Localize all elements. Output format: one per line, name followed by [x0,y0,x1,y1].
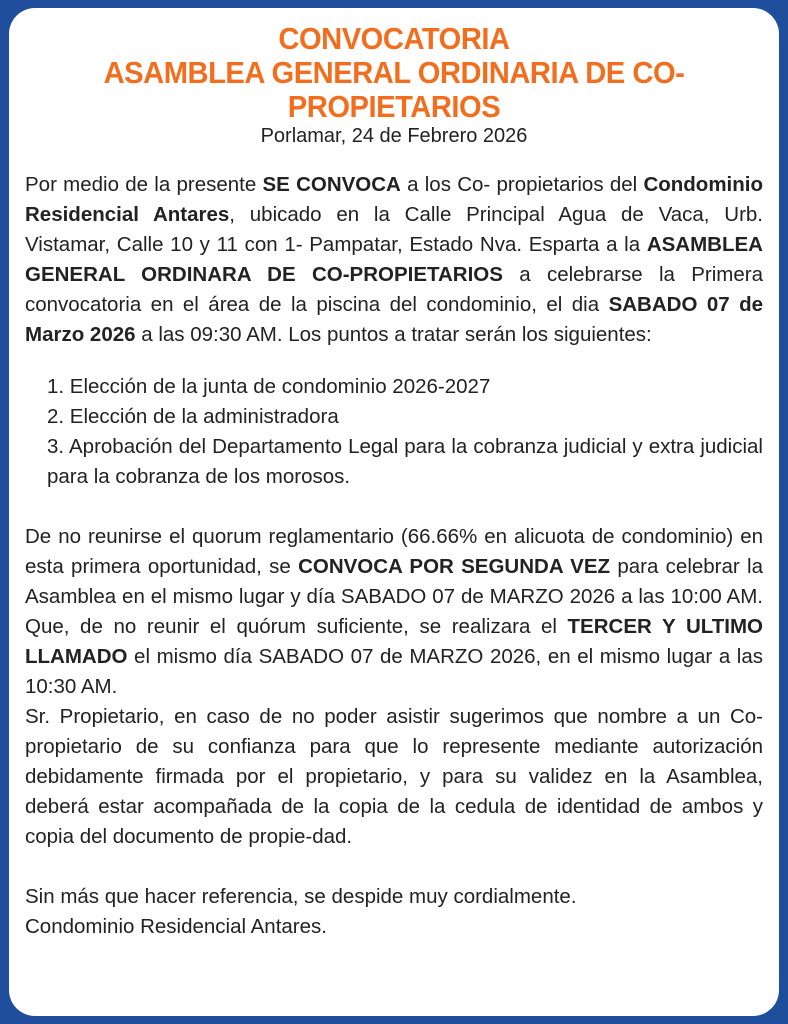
intro-paragraph: Por medio de la presente SE CONVOCA a los Co- propietarios del Condominio Residencial Antares, ubicado en la Calle Principal Agua de Vaca, Urb. Vistamar, Calle 10 y 11 con 1- Pampatar, Estado Nva. Esparta a la ASAMBLEA GENERAL ORDINARA DE CO-PROPIETARIOS a celebrarse la Primera convocatoria en el área de la piscina del condominio, el dia SABADO 07 de Marzo 2026 a las 09:30 AM. Los puntos a tratar serán los siguientes: [25,173,764,346]
agenda-item-1: 1. Elección de la junta de condominio 2026-2027 [47,375,491,398]
quorum-paragraph: De no reunirse el quorum reglamentario (66.66% en alicuota de condominio) en esta primera oportunidad, se CONVOCA POR SEGUNDA VEZ para celebrar la Asamblea en el mismo lugar y día SABADO 07 de MARZO 2026 a las 10:00 AM. Que, de no reunir el quórum suficiente, se realizara el TERCER Y ULTIMO LLAMADO el mismo día SABADO 07 de MARZO 2026, en el mismo lugar a las 10:30 AM. [25,525,764,698]
notice-date: Porlamar, 24 de Febrero 2026 [260,125,528,147]
agenda-item-2: 2. Elección de la administradora [47,405,339,428]
closing-line: Sin más que hacer referencia, se despide muy cordialmente. [25,885,577,908]
agenda-list [25,372,763,492]
notice-subtitle: ASAMBLEA GENERAL ORDINARIA DE CO-PROPIETARIOS [103,55,685,124]
closing-signature: Condominio Residencial Antares. [25,915,327,938]
notice-title: CONVOCATORIA [278,21,510,56]
agenda-item-3: 3. Aprobación del Departamento Legal para la cobranza judicial y extra judicial para la cobranza de los morosos. [47,435,763,488]
notice-card [9,8,779,1016]
proxy-paragraph: Sr. Propietario, en caso de no poder asistir sugerimos que nombre a un Co-propietario de su confianza para que lo represente mediante autorización debidamente firmada por el propietario, y para su validez en la Asamblea, deberá estar acompañada de la copia de la cedula de identidad de ambos y copia del documento de propie-dad. [25,705,763,848]
